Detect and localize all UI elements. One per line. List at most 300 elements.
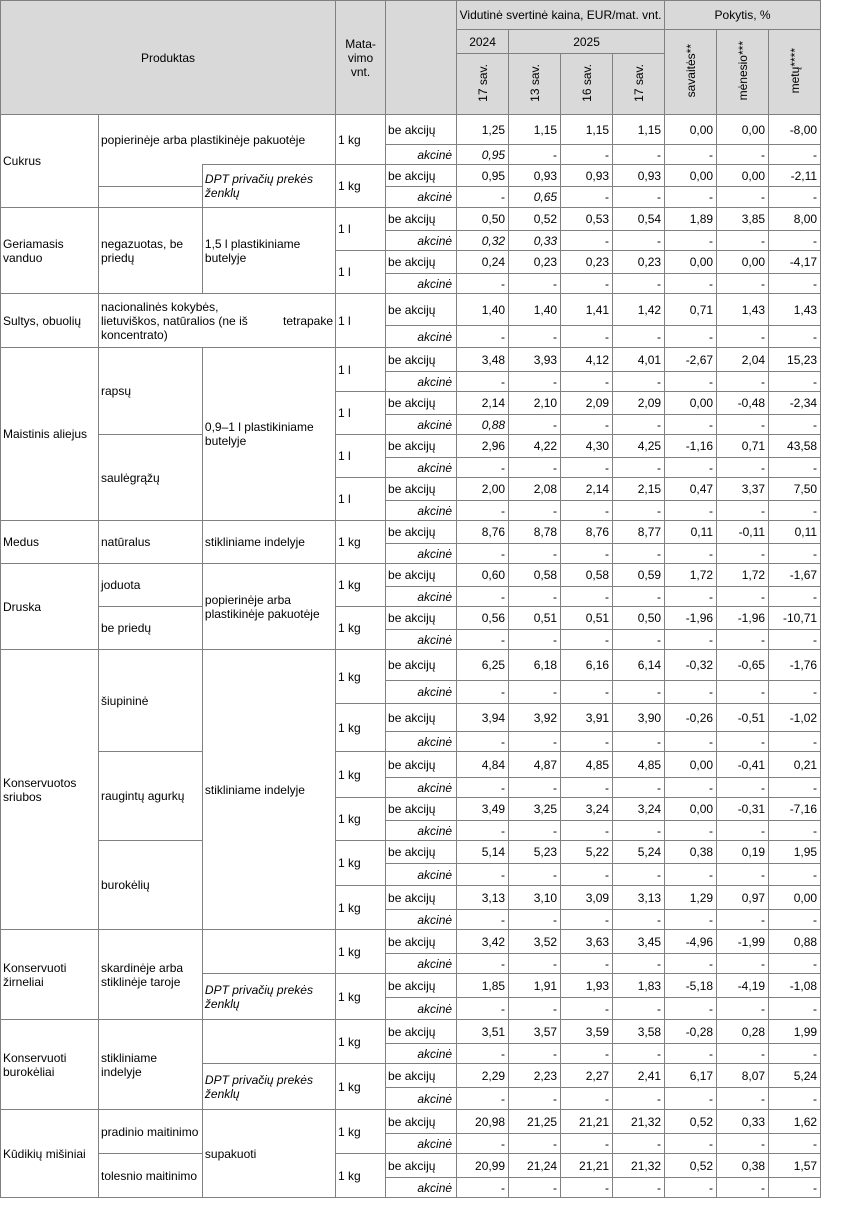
unit-cell: 1 kg <box>336 607 386 650</box>
change-cell: 0,21 <box>769 752 821 778</box>
price-cell: 2,09 <box>561 392 613 415</box>
price-cell: 2,96 <box>457 435 509 458</box>
price-cell: 20,99 <box>457 1154 509 1178</box>
price-cell: 3,45 <box>613 930 665 954</box>
price-cell: - <box>613 458 665 478</box>
price-cell: 1,85 <box>457 974 509 998</box>
change-cell: -8,00 <box>769 115 821 145</box>
change-cell: - <box>665 821 717 841</box>
price-cell: - <box>509 1134 561 1154</box>
price-cell: - <box>509 732 561 752</box>
change-cell: -0,65 <box>717 650 769 681</box>
change-cell: 1,29 <box>665 886 717 910</box>
price-cell: 4,85 <box>613 752 665 778</box>
price-cell: 1,42 <box>613 294 665 326</box>
label-be-akciju: be akcijų <box>386 752 457 778</box>
price-cell: 2,29 <box>457 1064 509 1088</box>
product-sriubos: Konservuotos sriubos <box>1 650 99 930</box>
price-cell: - <box>613 231 665 251</box>
product-kudikiu: Kūdikių mišiniai <box>1 1110 99 1198</box>
price-cell: 2,23 <box>509 1064 561 1088</box>
price-cell: 1,15 <box>613 115 665 145</box>
label-be-akciju: be akcijų <box>386 115 457 145</box>
change-cell: 1,43 <box>717 294 769 326</box>
price-cell: - <box>561 145 613 165</box>
change-cell: - <box>717 821 769 841</box>
product-burokeliu: burokėlių <box>99 841 203 930</box>
product-sultys-type <box>99 294 336 348</box>
price-cell: - <box>561 326 613 348</box>
price-cell: 3,48 <box>457 348 509 372</box>
price-cell: - <box>561 732 613 752</box>
label-akcine: akcinė <box>386 372 457 392</box>
price-cell: 0,93 <box>561 165 613 187</box>
label-be-akciju: be akcijų <box>386 607 457 630</box>
price-cell: - <box>613 544 665 564</box>
change-cell: - <box>665 326 717 348</box>
price-cell: - <box>613 954 665 974</box>
unit-cell: 1 kg <box>336 1064 386 1110</box>
price-cell: 2,09 <box>613 392 665 415</box>
change-cell: 0,11 <box>769 521 821 544</box>
label-be-akciju: be akcijų <box>386 1020 457 1044</box>
change-cell: 0,00 <box>769 886 821 910</box>
change-cell: 0,28 <box>717 1020 769 1044</box>
label-be-akciju: be akcijų <box>386 251 457 274</box>
header-week-17: 17 sav. <box>613 54 665 115</box>
price-cell: - <box>457 187 509 208</box>
price-cell: - <box>509 415 561 435</box>
price-cell: 20,98 <box>457 1110 509 1134</box>
price-cell: - <box>561 415 613 435</box>
product-raugintu: raugintų agurkų <box>99 752 203 841</box>
product-joduota: joduota <box>99 564 203 607</box>
price-cell: - <box>509 954 561 974</box>
change-cell: -4,96 <box>665 930 717 954</box>
price-cell: - <box>509 145 561 165</box>
change-cell: -1,76 <box>769 650 821 681</box>
change-cell: 15,23 <box>769 348 821 372</box>
change-cell: - <box>717 778 769 798</box>
change-cell: 3,85 <box>717 208 769 231</box>
label-akcine: akcinė <box>386 458 457 478</box>
price-cell: 2,00 <box>457 478 509 501</box>
product-vanduo-type: negazuotas, be priedų <box>99 208 203 294</box>
price-cell: 3,92 <box>509 704 561 732</box>
change-cell: - <box>769 187 821 208</box>
change-cell: 8,00 <box>769 208 821 231</box>
price-cell: 0,59 <box>613 564 665 587</box>
change-cell: - <box>769 864 821 886</box>
price-cell: - <box>613 630 665 650</box>
change-cell: -4,19 <box>717 974 769 998</box>
change-cell: - <box>717 910 769 930</box>
price-cell: 0,93 <box>509 165 561 187</box>
change-cell: -2,67 <box>665 348 717 372</box>
product-druska-pack: popierinėje arba plastikinėje pakuotėje <box>202 564 335 650</box>
price-cell: - <box>613 998 665 1020</box>
change-cell: - <box>717 274 769 294</box>
price-cell: - <box>613 274 665 294</box>
change-cell: -1,08 <box>769 974 821 998</box>
price-cell: 0,24 <box>457 251 509 274</box>
header-metu: metų**** <box>769 30 821 115</box>
price-cell: 2,41 <box>613 1064 665 1088</box>
change-cell: - <box>717 681 769 704</box>
change-cell: -0,28 <box>665 1020 717 1044</box>
change-cell: 8,07 <box>717 1064 769 1088</box>
price-cell: - <box>561 821 613 841</box>
price-cell: 0,23 <box>561 251 613 274</box>
unit-cell: 1 l <box>336 392 386 435</box>
price-cell: - <box>509 1088 561 1110</box>
unit-cell: 1 kg <box>336 1020 386 1064</box>
unit-cell: 1 kg <box>336 752 386 798</box>
change-cell: - <box>665 145 717 165</box>
price-cell: 4,25 <box>613 435 665 458</box>
price-cell: - <box>561 1044 613 1064</box>
label-akcine: akcinė <box>386 954 457 974</box>
change-cell: 1,62 <box>769 1110 821 1134</box>
label-be-akciju: be akcijų <box>386 704 457 732</box>
price-cell: - <box>561 778 613 798</box>
change-cell: - <box>769 681 821 704</box>
header-year-2025: 2025 <box>509 30 665 54</box>
unit-cell: 1 kg <box>336 165 386 208</box>
change-cell: -1,67 <box>769 564 821 587</box>
change-cell: 1,99 <box>769 1020 821 1044</box>
change-cell: 0,52 <box>665 1110 717 1134</box>
price-cell: 3,42 <box>457 930 509 954</box>
unit-cell: 1 kg <box>336 1154 386 1198</box>
price-cell: 21,21 <box>561 1110 613 1134</box>
price-cell: - <box>457 681 509 704</box>
unit-cell: 1 kg <box>336 521 386 564</box>
change-cell: - <box>665 630 717 650</box>
label-be-akciju: be akcijų <box>386 841 457 864</box>
change-cell: 3,37 <box>717 478 769 501</box>
label-be-akciju: be akcijų <box>386 564 457 587</box>
unit-cell: 1 l <box>336 478 386 521</box>
price-cell: 5,23 <box>509 841 561 864</box>
unit-cell: 1 kg <box>336 704 386 752</box>
label-akcine: akcinė <box>386 910 457 930</box>
change-cell: 0,11 <box>665 521 717 544</box>
change-cell: - <box>665 415 717 435</box>
change-cell: - <box>665 458 717 478</box>
price-cell: 3,58 <box>613 1020 665 1044</box>
price-cell: 4,87 <box>509 752 561 778</box>
price-cell: 2,08 <box>509 478 561 501</box>
price-cell: - <box>457 998 509 1020</box>
change-cell: -5,18 <box>665 974 717 998</box>
label-be-akciju: be akcijų <box>386 478 457 501</box>
change-cell: 0,33 <box>717 1110 769 1134</box>
change-cell: -0,11 <box>717 521 769 544</box>
change-cell: - <box>769 372 821 392</box>
unit-cell: 1 kg <box>336 1110 386 1154</box>
label-akcine: akcinė <box>386 864 457 886</box>
price-cell: - <box>457 458 509 478</box>
change-cell: -4,17 <box>769 251 821 274</box>
price-cell: 2,27 <box>561 1064 613 1088</box>
price-cell: - <box>613 864 665 886</box>
price-cell: - <box>457 1134 509 1154</box>
change-cell: - <box>717 544 769 564</box>
price-cell: 1,83 <box>613 974 665 998</box>
change-cell: -0,26 <box>665 704 717 732</box>
change-cell: 0,00 <box>665 251 717 274</box>
label-be-akciju: be akcijų <box>386 521 457 544</box>
price-cell: 1,15 <box>561 115 613 145</box>
price-cell: - <box>457 326 509 348</box>
change-cell: - <box>769 1178 821 1198</box>
change-cell: - <box>769 501 821 521</box>
price-cell: 3,51 <box>457 1020 509 1044</box>
label-akcine: akcinė <box>386 1134 457 1154</box>
change-cell: -2,11 <box>769 165 821 187</box>
price-cell: - <box>561 910 613 930</box>
unit-cell: 1 l <box>336 294 386 348</box>
change-cell: 0,52 <box>665 1154 717 1178</box>
price-cell: - <box>457 274 509 294</box>
product-medus: Medus <box>1 521 99 564</box>
product-siupinine: šiupininė <box>99 650 203 752</box>
price-cell: 8,76 <box>457 521 509 544</box>
price-cell: 0,52 <box>509 208 561 231</box>
change-cell: 0,00 <box>717 251 769 274</box>
change-cell: - <box>717 1178 769 1198</box>
change-cell: - <box>717 372 769 392</box>
change-cell: 2,04 <box>717 348 769 372</box>
price-cell: - <box>457 864 509 886</box>
price-cell: - <box>509 587 561 607</box>
product-sriubos-pack: stikliniame indelyje <box>202 650 335 930</box>
change-cell: - <box>769 630 821 650</box>
change-cell: - <box>717 954 769 974</box>
product-vanduo-pack: 1,5 l plastikiniame butelyje <box>202 208 335 294</box>
price-cell: - <box>561 187 613 208</box>
label-be-akciju: be akcijų <box>386 798 457 821</box>
change-cell: 1,72 <box>717 564 769 587</box>
label-akcine: akcinė <box>386 326 457 348</box>
price-cell: - <box>457 910 509 930</box>
change-cell: - <box>769 274 821 294</box>
price-cell: - <box>613 187 665 208</box>
change-cell: -1,96 <box>665 607 717 630</box>
label-be-akciju: be akcijų <box>386 886 457 910</box>
price-cell: - <box>457 778 509 798</box>
change-cell: 0,71 <box>717 435 769 458</box>
change-cell: - <box>717 458 769 478</box>
price-cell: - <box>457 1088 509 1110</box>
change-cell: 1,43 <box>769 294 821 326</box>
change-cell: - <box>769 1088 821 1110</box>
change-cell: - <box>665 910 717 930</box>
price-cell: - <box>613 821 665 841</box>
price-cell: - <box>457 501 509 521</box>
price-cell: 0,23 <box>613 251 665 274</box>
change-cell: - <box>717 1134 769 1154</box>
change-cell: - <box>769 231 821 251</box>
change-cell: 0,88 <box>769 930 821 954</box>
price-cell: 1,40 <box>509 294 561 326</box>
price-cell: - <box>509 821 561 841</box>
price-cell: 6,25 <box>457 650 509 681</box>
price-cell: - <box>509 778 561 798</box>
change-cell: 1,72 <box>665 564 717 587</box>
change-cell: 7,50 <box>769 478 821 501</box>
change-cell: - <box>717 231 769 251</box>
header-price: Vidutinė svertinė kaina, EUR/mat. vnt. <box>457 1 665 30</box>
change-cell: - <box>717 501 769 521</box>
change-cell: - <box>769 998 821 1020</box>
change-cell: - <box>665 501 717 521</box>
label-akcine: akcinė <box>386 778 457 798</box>
price-cell: 8,76 <box>561 521 613 544</box>
price-cell: - <box>613 1134 665 1154</box>
change-cell: - <box>769 1134 821 1154</box>
price-cell: 3,90 <box>613 704 665 732</box>
change-cell: - <box>665 732 717 752</box>
change-cell: - <box>769 415 821 435</box>
label-be-akciju: be akcijų <box>386 348 457 372</box>
price-cell: 4,84 <box>457 752 509 778</box>
price-cell: 3,09 <box>561 886 613 910</box>
price-cell: 0,33 <box>509 231 561 251</box>
price-cell: 0,95 <box>457 165 509 187</box>
price-cell: 0,88 <box>457 415 509 435</box>
product-burokeliai-pack: stikliniame indelyje <box>99 1020 203 1110</box>
label-be-akciju: be akcijų <box>386 294 457 326</box>
price-cell: 3,57 <box>509 1020 561 1044</box>
price-cell: 0,65 <box>509 187 561 208</box>
price-cell: 21,21 <box>561 1154 613 1178</box>
price-cell: 0,58 <box>509 564 561 587</box>
price-cell: - <box>509 630 561 650</box>
label-be-akciju: be akcijų <box>386 974 457 998</box>
unit-cell: 1 kg <box>336 886 386 930</box>
price-cell: - <box>509 501 561 521</box>
price-cell: 6,14 <box>613 650 665 681</box>
change-cell: - <box>717 145 769 165</box>
change-cell: 0,00 <box>665 115 717 145</box>
label-akcine: akcinė <box>386 1044 457 1064</box>
product-druska: Druska <box>1 564 99 650</box>
product-be-priedu: be priedų <box>99 607 203 650</box>
change-cell: -0,51 <box>717 704 769 732</box>
change-cell: - <box>665 1134 717 1154</box>
price-cell: 4,01 <box>613 348 665 372</box>
change-cell: - <box>665 544 717 564</box>
product-saulegrazu: saulėgrąžų <box>99 435 203 521</box>
price-cell: - <box>509 910 561 930</box>
price-cell: - <box>509 372 561 392</box>
unit-cell: 1 l <box>336 348 386 392</box>
label-be-akciju: be akcijų <box>386 1064 457 1088</box>
change-cell: 1,89 <box>665 208 717 231</box>
price-cell: 3,93 <box>509 348 561 372</box>
price-cell: - <box>457 732 509 752</box>
price-cell: - <box>613 501 665 521</box>
price-cell: 3,25 <box>509 798 561 821</box>
price-cell: - <box>561 681 613 704</box>
change-cell: -0,31 <box>717 798 769 821</box>
price-cell: 0,53 <box>561 208 613 231</box>
change-cell: -0,48 <box>717 392 769 415</box>
label-be-akciju: be akcijų <box>386 1154 457 1178</box>
price-cell: 1,93 <box>561 974 613 998</box>
price-cell: 3,59 <box>561 1020 613 1044</box>
price-cell: 0,51 <box>561 607 613 630</box>
product-burokeliai: Konservuoti burokėliai <box>1 1020 99 1110</box>
price-cell: 0,58 <box>561 564 613 587</box>
change-cell: 0,97 <box>717 886 769 910</box>
change-cell: - <box>717 326 769 348</box>
header-produktas: Produktas <box>1 1 336 115</box>
price-cell: - <box>613 681 665 704</box>
price-cell: - <box>613 372 665 392</box>
label-akcine: akcinė <box>386 681 457 704</box>
sultys-type-text: nacionalinės kokybės, lietuviškos, natūralios (ne iš koncentrato) <box>101 299 248 342</box>
change-cell: - <box>665 231 717 251</box>
label-be-akciju: be akcijų <box>386 650 457 681</box>
header-unit: Mata-vimo vnt. <box>336 1 386 115</box>
price-cell: 0,93 <box>613 165 665 187</box>
label-akcine: akcinė <box>386 274 457 294</box>
change-cell: -2,34 <box>769 392 821 415</box>
change-cell: - <box>769 732 821 752</box>
label-be-akciju: be akcijų <box>386 435 457 458</box>
price-cell: - <box>561 544 613 564</box>
price-cell: - <box>457 587 509 607</box>
dpt-label: DPT privačių prekės ženklų <box>202 974 335 1020</box>
price-cell: - <box>509 864 561 886</box>
price-cell: 3,24 <box>613 798 665 821</box>
change-cell: -7,16 <box>769 798 821 821</box>
price-cell: - <box>561 864 613 886</box>
label-akcine: akcinė <box>386 231 457 251</box>
label-akcine: akcinė <box>386 821 457 841</box>
change-cell: - <box>665 998 717 1020</box>
price-cell: 3,52 <box>509 930 561 954</box>
product-zirneliai: Konservuoti žirneliai <box>1 930 99 1020</box>
header-year-2024: 2024 <box>457 30 509 54</box>
price-cell: - <box>509 326 561 348</box>
price-cell: 1,15 <box>509 115 561 145</box>
price-cell: 21,32 <box>613 1154 665 1178</box>
change-cell: - <box>717 630 769 650</box>
price-cell: 0,50 <box>457 208 509 231</box>
change-cell: - <box>769 145 821 165</box>
price-cell: - <box>509 998 561 1020</box>
unit-cell: 1 kg <box>336 930 386 974</box>
price-cell: - <box>457 372 509 392</box>
product-cukrus: Cukrus <box>1 115 99 208</box>
label-be-akciju: be akcijų <box>386 165 457 187</box>
header-week-16: 16 sav. <box>561 54 613 115</box>
unit-cell: 1 l <box>336 208 386 251</box>
price-cell: 1,91 <box>509 974 561 998</box>
price-cell: 3,24 <box>561 798 613 821</box>
unit-cell: 1 kg <box>336 564 386 607</box>
price-cell: 4,22 <box>509 435 561 458</box>
price-cell: 2,10 <box>509 392 561 415</box>
change-cell: - <box>769 910 821 930</box>
product-sultys: Sultys, obuolių <box>1 294 99 348</box>
product-zirneliai-pack: skardinėje arba stiklinėje taroje <box>99 930 203 1020</box>
unit-cell: 1 l <box>336 435 386 478</box>
